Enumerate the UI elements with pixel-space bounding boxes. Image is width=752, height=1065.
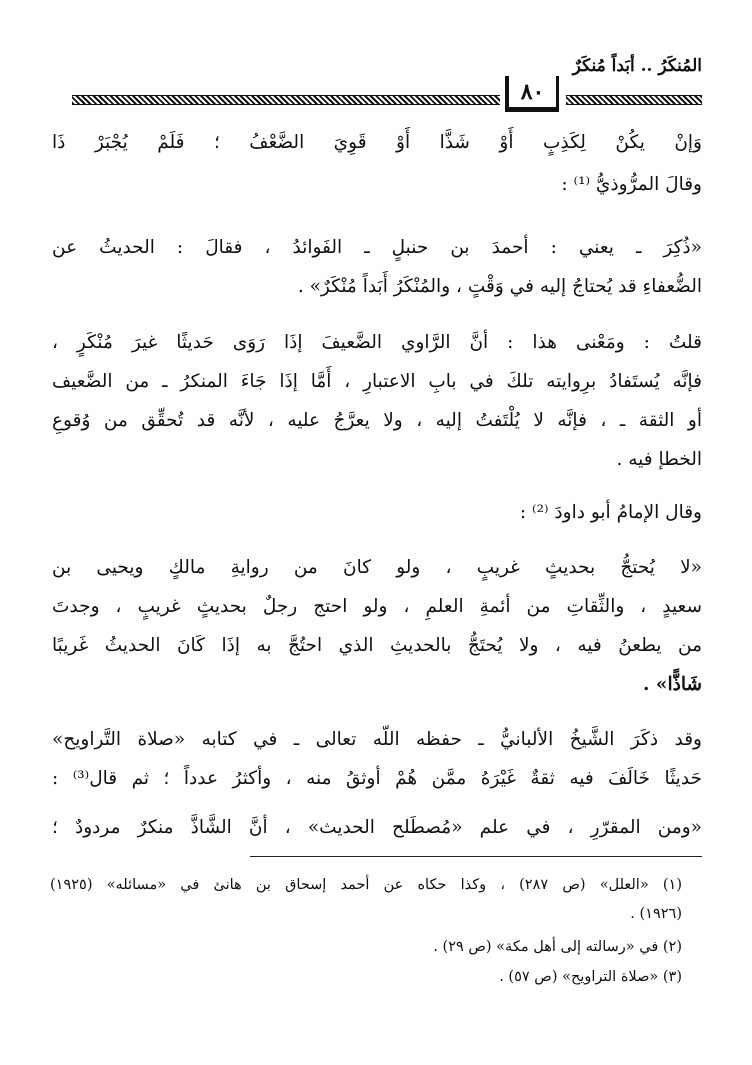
footnote-3: (٣) «صلاة التراويح» (ص ٥٧) . — [499, 969, 682, 985]
text-line: حَديثًا خَالَفَ فيه ثقةٌ غَيْرَهُ ممَّن هُمْ أوثقُ منه ، وأكثرُ عدداً ؛ ثم قال⁽³⁾ : — [52, 768, 702, 789]
verse-line: وَإنْ يكُنْ لِكَذِبٍ أَوْ شَذَّا أَوْ قَوِيَ الضَّعْفُ ؛ فَلَمْ يُجْبَرْ ذَا — [52, 132, 702, 153]
quote-line: من يطعنُ فيه ، ولا يُحتَجُّ بالحديثِ الذي احتُجَّ به إذَا كَانَ الحديثُ غَريبًا — [52, 635, 702, 656]
quote-line: سعيدٍ ، والثِّقاتِ من أئمةِ العلمِ ، ولو احتج رجلٌ بحديثٍ غريبٍ ، وجدتَ — [52, 596, 702, 617]
text-line: قلتُ : ومَعْنى هذا : أنَّ الرَّاوي الضَّعيفَ إذَا رَوَى حَديثًا غيرَ مُنْكَرٍ ، — [52, 332, 702, 353]
quote-line: الضُّعفاءِ قد يُحتاجُ إليه في وَقْتٍ ، والمُنْكَرُ أَبَداً مُنْكَرٌ» . — [297, 276, 702, 297]
quote-line: شَاذًّا» . — [643, 674, 702, 695]
page-number-box — [505, 76, 559, 112]
footnote-2: (٢) في «رسالته إلى أهل مكة» (ص ٢٩) . — [433, 939, 682, 955]
footnote-1-cont: (١٩٢٦) . — [630, 906, 682, 922]
quote-line: «ومن المقرّرِ ، في علم «مُصطَلح الحديث» ، أنَّ الشَّاذَّ منكرٌ مردودٌ ؛ — [52, 817, 702, 838]
running-title: المُنكَرُ .. أبَداً مُنكَرٌ — [572, 56, 702, 76]
header-rule-right — [566, 95, 702, 105]
header-rule-left — [72, 95, 500, 105]
text-line: الخطإ فيه . — [616, 449, 702, 470]
footnote-separator — [250, 856, 702, 857]
footnote-1: (١) «العلل» (ص ٢٨٧) ، وكذا حكاه عن أحمد إسحاق بن هانئ في «مسائله» (١٩٢٥) — [50, 877, 683, 893]
text-line: أو الثقة ـ ، فإنَّه لا يُلْتَفتُ إليه ، ولا يعرَّجُ عليه ، لأنَّه قد تُحقِّق من وُقوعِ — [52, 410, 702, 431]
quote-line: «لا يُحتجُّ بحديثٍ غريبٍ ، ولو كانَ من روايةِ مالكٍ ويحيى بن — [52, 557, 702, 578]
text-line: فإنَّه يُستَفادُ برِوايته تلكَ في بابِ الاعتبارِ ، أَمَّا إذَا جَاءَ المنكرُ ـ من الضَّعيف — [52, 371, 702, 392]
text-line: وقالَ المرُّوذيُّ ⁽¹⁾ : — [561, 174, 702, 195]
page-number: ٨٠ — [520, 78, 545, 105]
quote-line: «ذُكِرَ ـ يعني : أحمدَ بن حنبلٍ ـ الفَوائدُ ، فقالَ : الحديثُ عن — [52, 237, 702, 258]
text-line: وقال الإمامُ أبو داودَ ⁽²⁾ : — [519, 502, 702, 523]
text-line: وقد ذكَرَ الشَّيخُ الألبانيُّ ـ حفظه اللّه تعالى ـ في كتابه «صلاة التَّراويح» — [52, 729, 702, 750]
